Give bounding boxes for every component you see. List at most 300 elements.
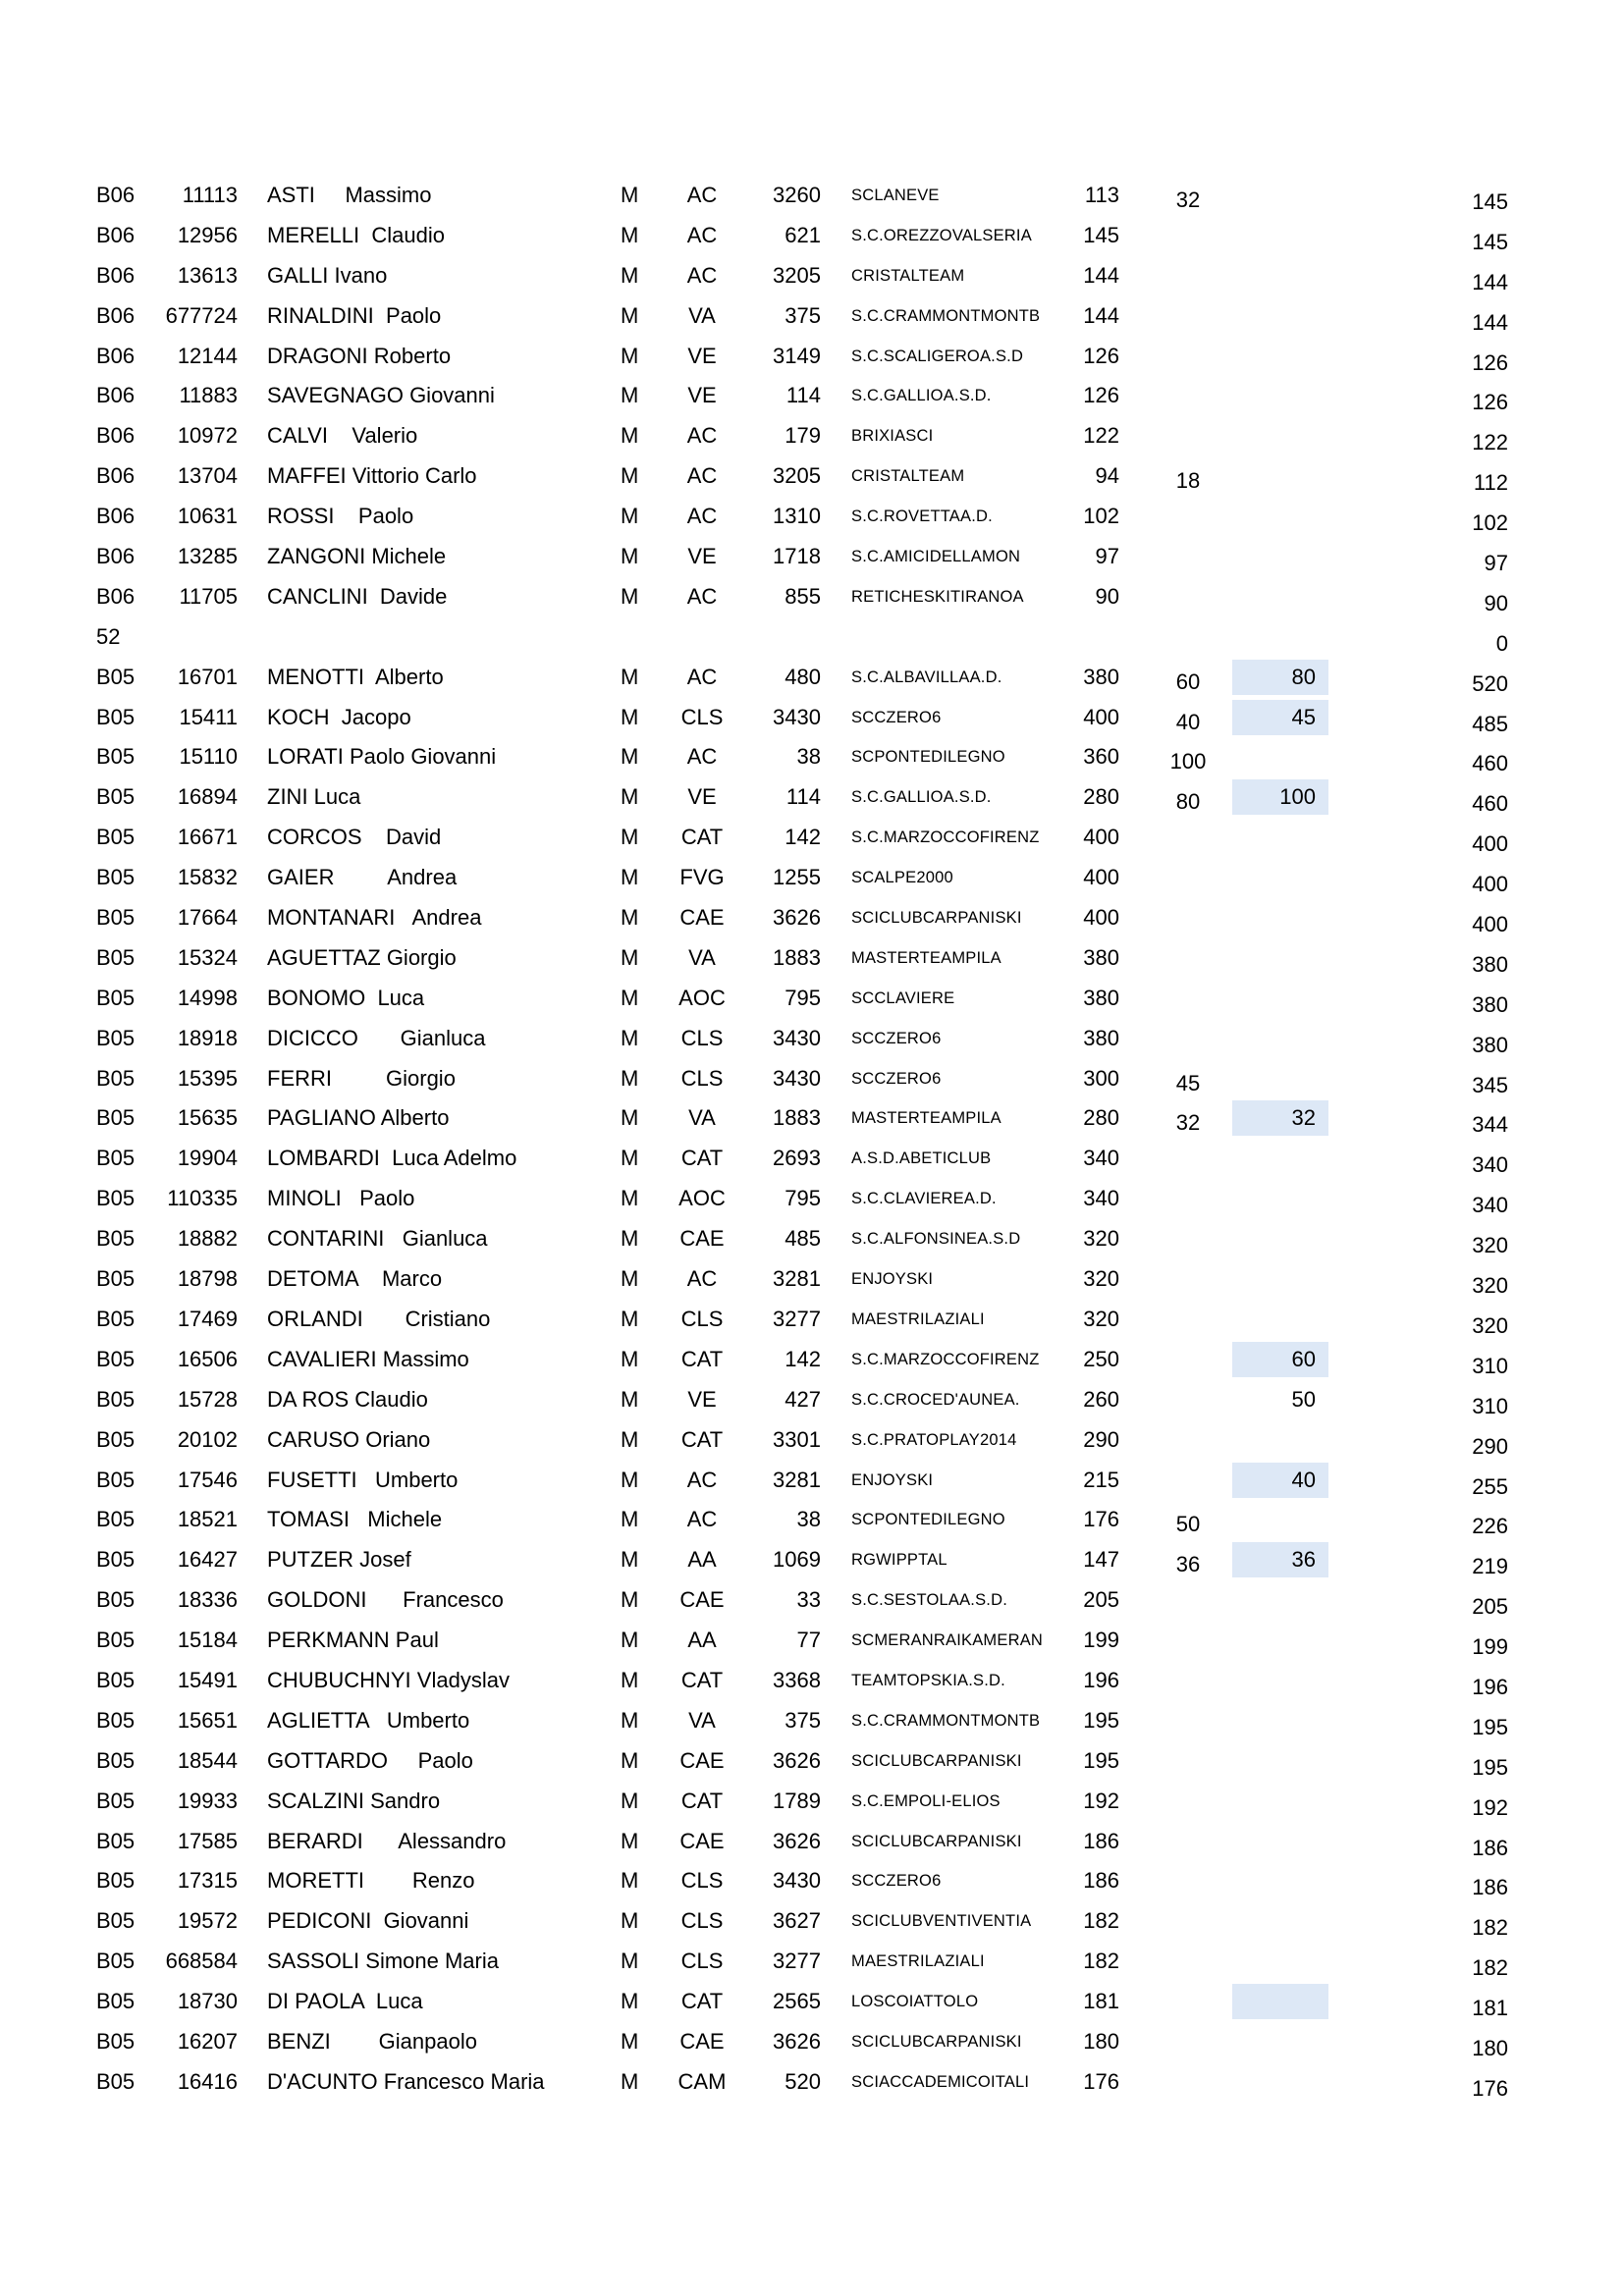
- club-name-cell: SCCZERO6: [851, 1029, 942, 1047]
- category-cell: B05: [96, 1908, 135, 1934]
- points-cell: 400: [1083, 704, 1119, 729]
- category-cell: B05: [96, 1747, 135, 1773]
- sex-cell: M: [621, 1868, 639, 1894]
- region-cell: CLS: [680, 1868, 724, 1894]
- points-cell: 195: [1083, 1747, 1119, 1773]
- athlete-name-cell: PERKMANN Paul: [267, 1628, 439, 1653]
- athlete-name-cell: ASTI Massimo: [267, 183, 432, 207]
- points-cell: 250: [1083, 1346, 1119, 1371]
- bonus-1-cell: 50: [1175, 1512, 1201, 1537]
- club-code-cell: 3368: [773, 1667, 821, 1692]
- club-code-cell: 3626: [773, 2028, 821, 2054]
- club-name-cell: S.C.MARZOCCOFIRENZ: [851, 828, 1040, 847]
- table-row: [0, 1623, 1624, 1663]
- athlete-code-cell: 13285: [177, 544, 238, 569]
- athlete-name-cell: MENOTTI Alberto: [267, 664, 444, 689]
- athlete-code-cell: 18544: [177, 1747, 238, 1773]
- total-cell: 320: [1472, 1233, 1508, 1258]
- region-cell: VA: [688, 1707, 716, 1733]
- club-code-cell: 2693: [773, 1146, 821, 1171]
- club-name-cell: S.C.CROCED'AUNEA.: [851, 1390, 1020, 1409]
- sex-cell: M: [621, 1386, 639, 1412]
- table-row: [0, 1302, 1624, 1342]
- athlete-code-cell: 12144: [177, 343, 238, 368]
- club-code-cell: 3277: [773, 1949, 821, 1974]
- points-cell: 215: [1083, 1467, 1119, 1492]
- points-cell: 195: [1083, 1707, 1119, 1733]
- athlete-code-cell: 17315: [177, 1868, 238, 1894]
- sex-cell: M: [621, 463, 639, 489]
- club-name-cell: S.C.AMICIDELLAMON: [851, 548, 1021, 566]
- sex-cell: M: [621, 1828, 639, 1853]
- athlete-name-cell: CHUBUCHNYI Vladyslav: [267, 1667, 510, 1692]
- category-cell: B05: [96, 1667, 135, 1692]
- club-name-cell: CRISTALTEAM: [851, 467, 965, 486]
- category-cell: B05: [96, 784, 135, 810]
- club-code-cell: 3626: [773, 905, 821, 931]
- bonus-2-cell: 100: [1279, 784, 1316, 810]
- athlete-code-cell: 18918: [177, 1025, 238, 1050]
- category-cell: B05: [96, 1949, 135, 1974]
- total-cell: 181: [1472, 1996, 1508, 2021]
- club-code-cell: 114: [785, 784, 821, 810]
- category-cell: B05: [96, 1146, 135, 1171]
- athlete-name-cell: CALVI Valerio: [267, 423, 418, 449]
- sex-cell: M: [621, 825, 639, 850]
- club-name-cell: A.S.D.ABETICLUB: [851, 1149, 992, 1168]
- table-row: [0, 1502, 1624, 1542]
- table-row: [0, 1703, 1624, 1743]
- points-cell: 126: [1083, 383, 1119, 408]
- points-cell: 144: [1083, 262, 1119, 288]
- total-cell: 320: [1472, 1273, 1508, 1299]
- athlete-name-cell: CAVALIERI Massimo: [267, 1346, 469, 1371]
- athlete-code-cell: 11883: [179, 383, 238, 408]
- category-cell: B05: [96, 825, 135, 850]
- region-cell: AC: [686, 222, 718, 247]
- points-cell: 380: [1083, 944, 1119, 970]
- athlete-code-cell: 16416: [177, 2068, 238, 2094]
- athlete-code-cell: 20102: [177, 1426, 238, 1452]
- total-cell: 380: [1472, 991, 1508, 1017]
- club-name-cell: MASTERTEAMPILA: [851, 1109, 1001, 1128]
- region-cell: VA: [688, 302, 716, 328]
- total-cell: 400: [1472, 831, 1508, 857]
- total-cell: 380: [1472, 951, 1508, 977]
- points-cell: 94: [1095, 463, 1119, 489]
- total-cell: 205: [1472, 1594, 1508, 1620]
- athlete-name-cell: MINOLI Paolo: [267, 1186, 415, 1211]
- club-name-cell: CRISTALTEAM: [851, 266, 965, 285]
- category-cell: B06: [96, 222, 135, 247]
- sex-cell: M: [621, 1426, 639, 1452]
- region-cell: AC: [686, 664, 718, 689]
- points-cell: 340: [1083, 1186, 1119, 1211]
- athlete-code-cell: 15635: [177, 1105, 238, 1131]
- points-cell: 176: [1083, 1507, 1119, 1532]
- athlete-code-cell: 17664: [177, 905, 238, 931]
- total-cell: 176: [1472, 2075, 1508, 2101]
- sex-cell: M: [621, 744, 639, 770]
- points-cell: 380: [1083, 1025, 1119, 1050]
- sex-cell: M: [621, 2028, 639, 2054]
- table-row: [0, 339, 1624, 379]
- region-cell: VE: [687, 1386, 717, 1412]
- sex-cell: M: [621, 1707, 639, 1733]
- athlete-code-cell: 18798: [177, 1266, 238, 1292]
- total-cell: 460: [1472, 791, 1508, 817]
- region-cell: AOC: [678, 985, 726, 1010]
- total-cell: 400: [1472, 912, 1508, 937]
- club-name-cell: SCICLUBCARPANISKI: [851, 1832, 1022, 1850]
- club-name-cell: SCPONTEDILEGNO: [851, 748, 1005, 767]
- points-cell: 380: [1083, 664, 1119, 689]
- region-cell: AC: [686, 463, 718, 489]
- total-cell: 520: [1472, 670, 1508, 696]
- total-cell: 255: [1472, 1473, 1508, 1499]
- region-cell: CAT: [680, 1346, 724, 1371]
- athlete-name-cell: ORLANDI Cristiano: [267, 1306, 491, 1331]
- athlete-name-cell: AGLIETTA Umberto: [267, 1707, 470, 1733]
- table-row: [0, 1181, 1624, 1221]
- bonus-1-cell: 40: [1175, 709, 1201, 734]
- sex-cell: M: [621, 1065, 639, 1091]
- athlete-code-cell: 18336: [177, 1587, 238, 1613]
- athlete-name-cell: ZINI Luca: [267, 784, 361, 810]
- table-row: [0, 218, 1624, 258]
- table-row: [0, 1342, 1624, 1382]
- table-row: [0, 1061, 1624, 1101]
- sex-cell: M: [621, 302, 639, 328]
- points-cell: 192: [1083, 1788, 1119, 1813]
- athlete-code-cell: 17585: [177, 1828, 238, 1853]
- athlete-name-cell: DA ROS Claudio: [267, 1386, 428, 1412]
- club-name-cell: S.C.GALLIOA.S.D.: [851, 387, 992, 405]
- sex-cell: M: [621, 1226, 639, 1252]
- points-cell: 182: [1083, 1949, 1119, 1974]
- points-cell: 320: [1083, 1306, 1119, 1331]
- sex-cell: M: [621, 1747, 639, 1773]
- total-cell: 195: [1472, 1754, 1508, 1780]
- table-row: [0, 1582, 1624, 1623]
- region-cell: AC: [686, 583, 718, 609]
- club-name-cell: S.C.CRAMMONTMONTB: [851, 306, 1041, 325]
- club-name-cell: SCCZERO6: [851, 1069, 942, 1088]
- table-row: [0, 1784, 1624, 1824]
- category-cell: B05: [96, 664, 135, 689]
- table-row: [0, 178, 1624, 218]
- table-row: [0, 1261, 1624, 1302]
- points-cell: 400: [1083, 865, 1119, 890]
- sex-cell: M: [621, 1025, 639, 1050]
- table-row: [0, 1382, 1624, 1422]
- sex-cell: M: [621, 583, 639, 609]
- region-cell: AC: [686, 423, 718, 449]
- athlete-code-cell: 16506: [177, 1346, 238, 1371]
- athlete-name-cell: PEDICONI Giovanni: [267, 1908, 469, 1934]
- region-cell: VA: [688, 944, 716, 970]
- club-name-cell: S.C.ALFONSINEA.S.D: [851, 1230, 1021, 1249]
- club-code-cell: 1255: [773, 865, 821, 890]
- athlete-code-cell: 15110: [179, 744, 238, 770]
- table-row: [0, 1100, 1624, 1141]
- total-cell: 122: [1472, 430, 1508, 455]
- total-cell: 186: [1472, 1835, 1508, 1860]
- bonus-1-cell: 100: [1169, 749, 1207, 774]
- athlete-code-cell: 11113: [182, 183, 238, 207]
- category-cell: B05: [96, 1105, 135, 1131]
- club-name-cell: LOSCOIATTOLO: [851, 1993, 979, 2011]
- region-cell: VA: [688, 1105, 716, 1131]
- club-code-cell: 375: [785, 302, 821, 328]
- club-code-cell: 427: [785, 1386, 821, 1412]
- sex-cell: M: [621, 423, 639, 449]
- athlete-name-cell: GAIER Andrea: [267, 865, 458, 890]
- points-cell: 180: [1083, 2028, 1119, 2054]
- athlete-code-cell: 10972: [177, 423, 238, 449]
- table-row: [0, 1221, 1624, 1261]
- athlete-code-cell: 17469: [177, 1306, 238, 1331]
- club-name-cell: SCMERANRAIKAMERAN: [851, 1631, 1044, 1650]
- region-cell: CAE: [679, 1226, 725, 1252]
- table-row: [0, 820, 1624, 860]
- points-cell: 320: [1083, 1226, 1119, 1252]
- sex-cell: M: [621, 1467, 639, 1492]
- table-row: [0, 2064, 1624, 2105]
- bonus-1-cell: 32: [1175, 1110, 1201, 1136]
- total-cell: 380: [1472, 1032, 1508, 1057]
- category-cell: B05: [96, 1507, 135, 1532]
- table-row: [0, 1422, 1624, 1463]
- region-cell: CAT: [680, 1989, 724, 2014]
- athlete-name-cell: D'ACUNTO Francesco Maria: [267, 2068, 545, 2094]
- athlete-code-cell: 15728: [177, 1386, 238, 1412]
- club-name-cell: S.C.CRAMMONTMONTB: [851, 1711, 1041, 1730]
- club-name-cell: BRIXIASCI: [851, 427, 934, 446]
- athlete-name-cell: LORATI Paolo Giovanni: [267, 744, 497, 770]
- club-name-cell: SCICLUBCARPANISKI: [851, 1751, 1022, 1770]
- club-name-cell: SCALPE2000: [851, 869, 953, 887]
- table-row: [0, 579, 1624, 619]
- athlete-name-cell: SAVEGNAGO Giovanni: [267, 383, 495, 408]
- total-cell: 345: [1472, 1072, 1508, 1097]
- category-cell: B06: [96, 423, 135, 449]
- total-cell: 144: [1472, 269, 1508, 294]
- sex-cell: M: [621, 1989, 639, 2014]
- athlete-code-cell: 18521: [177, 1507, 238, 1532]
- club-code-cell: 3430: [773, 1025, 821, 1050]
- club-code-cell: 3281: [773, 1266, 821, 1292]
- club-name-cell: TEAMTOPSKIA.S.D.: [851, 1671, 1005, 1689]
- category-cell: B05: [96, 1025, 135, 1050]
- bonus-2-cell: 45: [1291, 704, 1316, 729]
- club-code-cell: 3205: [773, 463, 821, 489]
- sex-cell: M: [621, 1908, 639, 1934]
- club-code-cell: 375: [785, 1707, 821, 1733]
- sex-cell: M: [621, 1105, 639, 1131]
- athlete-name-cell: CONTARINI Gianluca: [267, 1226, 488, 1252]
- category-cell: B05: [96, 1386, 135, 1412]
- athlete-name-cell: GOLDONI Francesco: [267, 1587, 504, 1613]
- total-cell: 126: [1472, 390, 1508, 415]
- region-cell: CLS: [680, 1065, 724, 1091]
- region-cell: AA: [687, 1628, 717, 1653]
- category-cell: B05: [96, 2028, 135, 2054]
- athlete-name-cell: KOCH Jacopo: [267, 704, 411, 729]
- category-cell: 52: [96, 623, 121, 649]
- category-cell: B05: [96, 1868, 135, 1894]
- sex-cell: M: [621, 544, 639, 569]
- table-row: [0, 458, 1624, 499]
- total-cell: 186: [1472, 1875, 1508, 1900]
- club-name-cell: S.C.CLAVIEREA.D.: [851, 1190, 997, 1208]
- region-cell: CAE: [679, 1747, 725, 1773]
- club-name-cell: SCCZERO6: [851, 1872, 942, 1891]
- points-cell: 360: [1083, 744, 1119, 770]
- club-code-cell: 3626: [773, 1747, 821, 1773]
- athlete-name-cell: CORCOS David: [267, 825, 442, 850]
- total-cell: 310: [1472, 1353, 1508, 1378]
- category-cell: B05: [96, 1587, 135, 1613]
- points-cell: 113: [1084, 183, 1119, 207]
- athlete-code-cell: 13704: [177, 463, 238, 489]
- athlete-code-cell: 677724: [165, 302, 238, 328]
- points-cell: 300: [1083, 1065, 1119, 1091]
- club-name-cell: S.C.EMPOLI-ELIOS: [851, 1791, 1001, 1810]
- category-cell: B05: [96, 1788, 135, 1813]
- category-cell: B06: [96, 463, 135, 489]
- region-cell: CAE: [679, 1828, 725, 1853]
- athlete-code-cell: 10631: [177, 504, 238, 529]
- points-cell: 205: [1083, 1587, 1119, 1613]
- club-name-cell: SCCZERO6: [851, 708, 942, 726]
- highlight-cell: [1232, 1984, 1328, 2019]
- total-cell: 182: [1472, 1955, 1508, 1981]
- club-name-cell: SCICLUBCARPANISKI: [851, 909, 1022, 928]
- club-code-cell: 485: [785, 1226, 821, 1252]
- club-code-cell: 142: [785, 825, 821, 850]
- athlete-name-cell: MONTANARI Andrea: [267, 905, 482, 931]
- points-cell: 290: [1083, 1426, 1119, 1452]
- club-name-cell: S.C.GALLIOA.S.D.: [851, 788, 992, 807]
- points-cell: 400: [1083, 905, 1119, 931]
- sex-cell: M: [621, 1186, 639, 1211]
- total-cell: 219: [1472, 1554, 1508, 1579]
- athlete-code-cell: 15395: [177, 1065, 238, 1091]
- club-name-cell: SCLANEVE: [851, 187, 940, 204]
- region-cell: CAE: [679, 2028, 725, 2054]
- total-cell: 226: [1472, 1514, 1508, 1539]
- club-name-cell: S.C.PRATOPLAY2014: [851, 1430, 1017, 1449]
- athlete-name-cell: AGUETTAZ Giorgio: [267, 944, 457, 970]
- athlete-name-cell: MERELLI Claudio: [267, 222, 445, 247]
- total-cell: 340: [1472, 1193, 1508, 1218]
- club-name-cell: S.C.OREZZOVALSERIA: [851, 226, 1032, 244]
- club-code-cell: 38: [796, 1507, 821, 1532]
- table-row: [0, 900, 1624, 940]
- bonus-2-cell: 40: [1291, 1467, 1316, 1492]
- category-cell: B05: [96, 944, 135, 970]
- athlete-code-cell: 11705: [179, 583, 238, 609]
- club-code-cell: 3430: [773, 1065, 821, 1091]
- athlete-name-cell: ROSSI Paolo: [267, 504, 414, 529]
- club-code-cell: 3149: [773, 343, 821, 368]
- table-row: [0, 418, 1624, 458]
- points-cell: 320: [1083, 1266, 1119, 1292]
- club-name-cell: SCICLUBVENTIVENTIA: [851, 1912, 1032, 1931]
- athlete-code-cell: 19572: [177, 1908, 238, 1934]
- club-code-cell: 3301: [773, 1426, 821, 1452]
- region-cell: AA: [687, 1547, 717, 1573]
- athlete-code-cell: 16701: [177, 664, 238, 689]
- sex-cell: M: [621, 1507, 639, 1532]
- category-cell: B06: [96, 302, 135, 328]
- table-row: [0, 1944, 1624, 1984]
- points-cell: 280: [1083, 1105, 1119, 1131]
- bonus-1-cell: 18: [1175, 468, 1201, 494]
- category-cell: B05: [96, 1346, 135, 1371]
- sex-cell: M: [621, 1587, 639, 1613]
- category-cell: B05: [96, 1426, 135, 1452]
- sex-cell: M: [621, 2068, 639, 2094]
- table-row: [0, 258, 1624, 298]
- athlete-name-cell: DRAGONI Roberto: [267, 343, 452, 368]
- sex-cell: M: [621, 1146, 639, 1171]
- ranking-table: [0, 178, 1624, 2105]
- table-row: [0, 1663, 1624, 1703]
- athlete-name-cell: PUTZER Josef: [267, 1547, 411, 1573]
- points-cell: 199: [1083, 1628, 1119, 1653]
- category-cell: B05: [96, 704, 135, 729]
- athlete-code-cell: 15491: [177, 1667, 238, 1692]
- club-code-cell: 795: [785, 1186, 821, 1211]
- athlete-name-cell: BONOMO Luca: [267, 985, 425, 1010]
- table-row: [0, 660, 1624, 700]
- club-name-cell: ENJOYSKI: [851, 1470, 934, 1489]
- points-cell: 176: [1083, 2068, 1119, 2094]
- points-cell: 126: [1083, 343, 1119, 368]
- category-cell: B05: [96, 865, 135, 890]
- total-cell: 0: [1495, 630, 1508, 656]
- athlete-code-cell: 17546: [177, 1467, 238, 1492]
- athlete-code-cell: 19933: [177, 1788, 238, 1813]
- total-cell: 344: [1472, 1112, 1508, 1138]
- region-cell: AC: [686, 1507, 718, 1532]
- club-name-cell: S.C.ROVETTAA.D.: [851, 507, 993, 526]
- club-code-cell: 1310: [773, 504, 821, 529]
- club-code-cell: 3627: [773, 1908, 821, 1934]
- club-name-cell: S.C.ALBAVILLAA.D.: [851, 667, 1002, 686]
- total-cell: 112: [1473, 470, 1508, 496]
- table-row: [0, 1463, 1624, 1503]
- club-name-cell: SCICLUBCARPANISKI: [851, 2032, 1022, 2051]
- total-cell: 290: [1472, 1433, 1508, 1459]
- category-cell: B06: [96, 262, 135, 288]
- club-code-cell: 621: [785, 222, 821, 247]
- category-cell: B05: [96, 1226, 135, 1252]
- athlete-code-cell: 16894: [177, 784, 238, 810]
- category-cell: B05: [96, 1306, 135, 1331]
- bonus-2-cell: 50: [1291, 1386, 1316, 1412]
- table-row: [0, 298, 1624, 339]
- category-cell: B05: [96, 1707, 135, 1733]
- points-cell: 280: [1083, 784, 1119, 810]
- points-cell: 144: [1083, 302, 1119, 328]
- category-cell: B05: [96, 985, 135, 1010]
- athlete-code-cell: 110335: [167, 1186, 238, 1211]
- sex-cell: M: [621, 183, 639, 207]
- table-row: [0, 2024, 1624, 2064]
